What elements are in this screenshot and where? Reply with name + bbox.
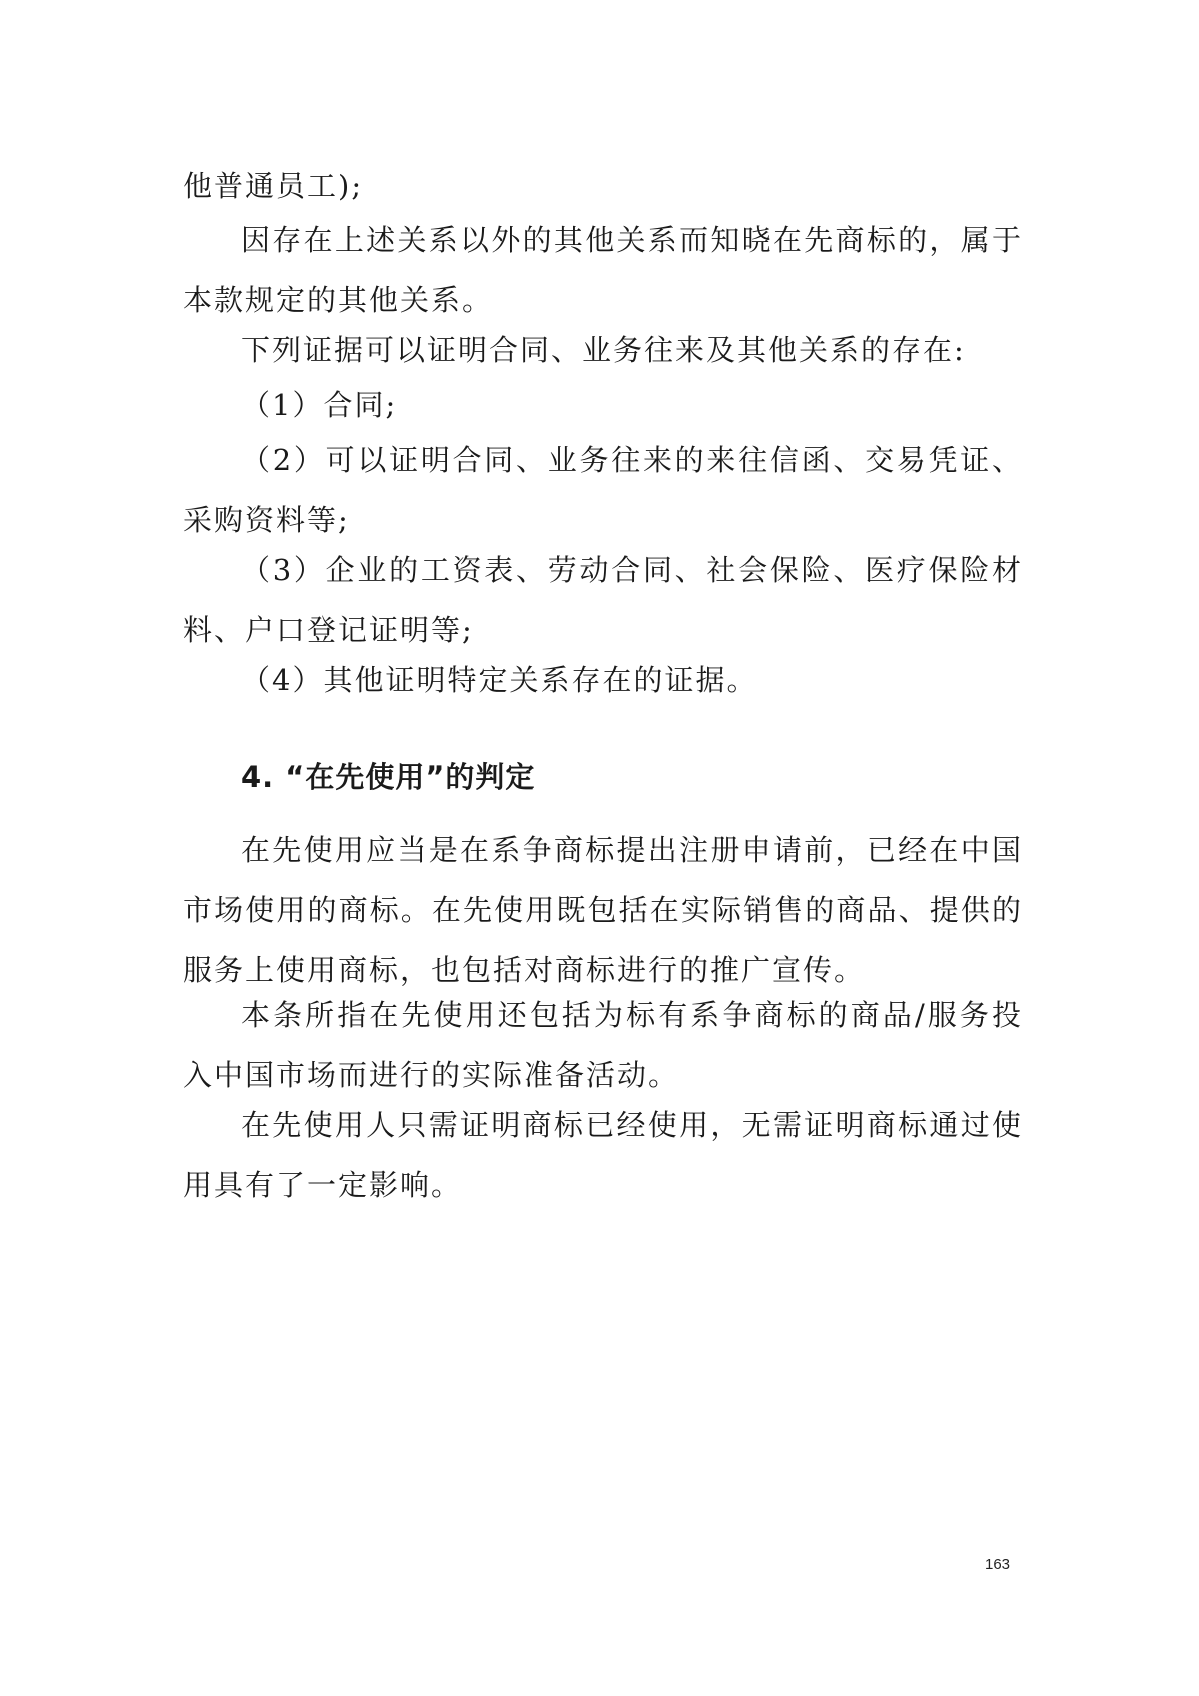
- page-number: 163: [985, 1556, 1011, 1573]
- paragraph-other-relations: 因存在上述关系以外的其他关系而知晓在先商标的，属于本款规定的其他关系。: [183, 223, 1023, 317]
- section-heading: 4. “在先使用”的判定: [241, 760, 536, 794]
- paragraph-continuation: 他普通员工);: [183, 169, 364, 203]
- paragraph-prior-use-definition: 在先使用应当是在系争商标提出注册申请前，已经在中国市场使用的商标。在先使用既包括在实际销售的商品、提供的服务上使用商标，也包括对商标进行的推广宣传。: [183, 833, 1023, 987]
- list-item-2: （2）可以证明合同、业务往来的来往信函、交易凭证、采购资料等;: [183, 443, 1023, 537]
- list-item-3: （3）企业的工资表、劳动合同、社会保险、医疗保险材料、户口登记证明等;: [183, 553, 1023, 647]
- paragraph-prior-use-proof: 在先使用人只需证明商标已经使用，无需证明商标通过使用具有了一定影响。: [183, 1108, 1023, 1202]
- paragraph-prior-use-preparation: 本条所指在先使用还包括为标有系争商标的商品/服务投入中国市场而进行的实际准备活动。: [183, 998, 1023, 1092]
- list-item-1: （1）合同;: [241, 388, 398, 422]
- list-item-4: （4）其他证明特定关系存在的证据。: [241, 663, 758, 697]
- paragraph-evidence-intro: 下列证据可以证明合同、业务往来及其他关系的存在:: [241, 333, 966, 367]
